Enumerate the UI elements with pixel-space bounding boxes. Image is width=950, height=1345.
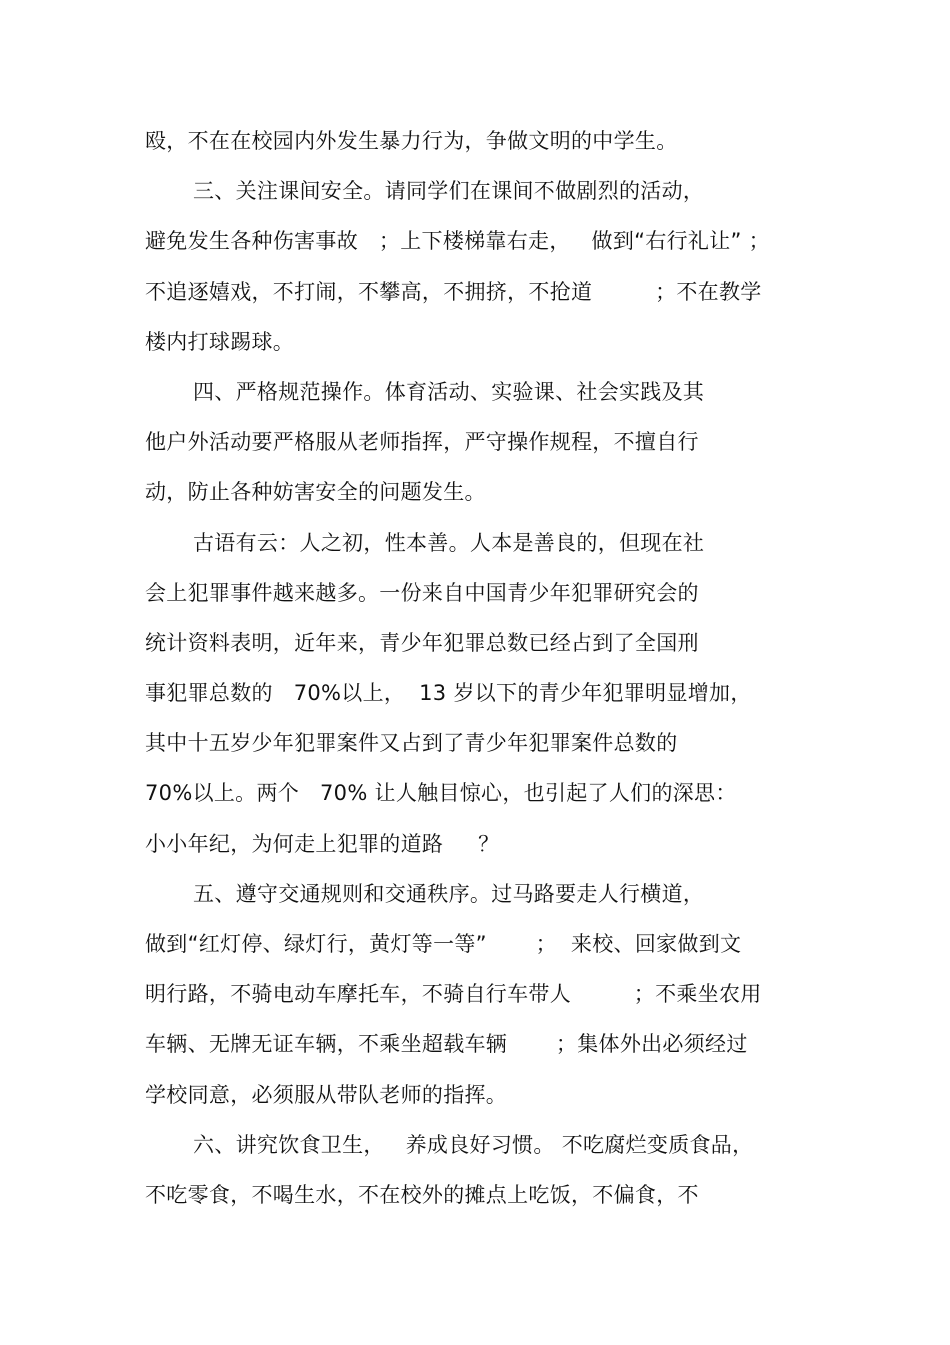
text-line: 小小年纪，为何走上犯罪的道路 ？ xyxy=(145,831,500,856)
text-line: 不吃零食，不喝生水，不在校外的摊点上吃饭，不偏食，不 xyxy=(145,1182,699,1207)
text-line: 学校同意，必须服从带队老师的指挥。 xyxy=(145,1082,508,1107)
text-line: 事犯罪总数的 70%以上， 13 岁以下的青少年犯罪明显增加， xyxy=(145,681,752,706)
text-line: 会上犯罪事件越来越多。一份来自中国青少年犯罪研究会的 xyxy=(145,580,699,605)
text-line: 统计资料表明，近年来，青少年犯罪总数已经占到了全国刑 xyxy=(145,630,699,655)
text-line: 六、讲究饮食卫生， 养成良好习惯。 不吃腐烂变质食品， xyxy=(193,1132,754,1157)
text-line: 做到“红灯停、绿灯行，黄灯等一等” ； 来校、回家做到文 xyxy=(145,932,742,956)
text-line: 他户外活动要严格服从老师指挥，严守操作规程，不擅自行 xyxy=(145,430,699,455)
text-line: 三、关注课间安全。请同学们在课间不做剧烈的活动， xyxy=(193,179,705,204)
text-line: 动，防止各种妨害安全的问题发生。 xyxy=(145,480,486,505)
text-line: 避免发生各种伤害事故 ；上下楼梯靠右走， 做到“右行礼让” ； xyxy=(145,229,770,254)
text-line: 楼内打球踢球。 xyxy=(145,329,295,354)
text-line: 古语有云：人之初，性本善。人本是善良的，但现在社 xyxy=(193,530,705,555)
text-line: 不追逐嬉戏，不打闹，不攀高，不拥挤，不抢道 ；不在教学 xyxy=(145,279,762,304)
text-line: 明行路，不骑电动车摩托车，不骑自行车带人 ；不乘坐农用 xyxy=(145,982,762,1007)
text-line: 车辆、无牌无证车辆，不乘坐超载车辆 ；集体外出必须经过 xyxy=(145,1032,748,1057)
text-line: 其中十五岁少年犯罪案件又占到了青少年犯罪案件总数的 xyxy=(145,731,678,756)
body-text xyxy=(145,116,825,1220)
text-line: 四、严格规范操作。体育活动、实验课、社会实践及其 xyxy=(193,379,705,404)
text-line: 70%以上。两个 70% 让人触目惊心，也引起了人们的深思： xyxy=(145,781,737,806)
text-line: 五、遵守交通规则和交通秩序。过马路要走人行横道， xyxy=(193,881,705,906)
text-line: 殴，不在在校园内外发生暴力行为，争做文明的中学生。 xyxy=(145,129,678,153)
